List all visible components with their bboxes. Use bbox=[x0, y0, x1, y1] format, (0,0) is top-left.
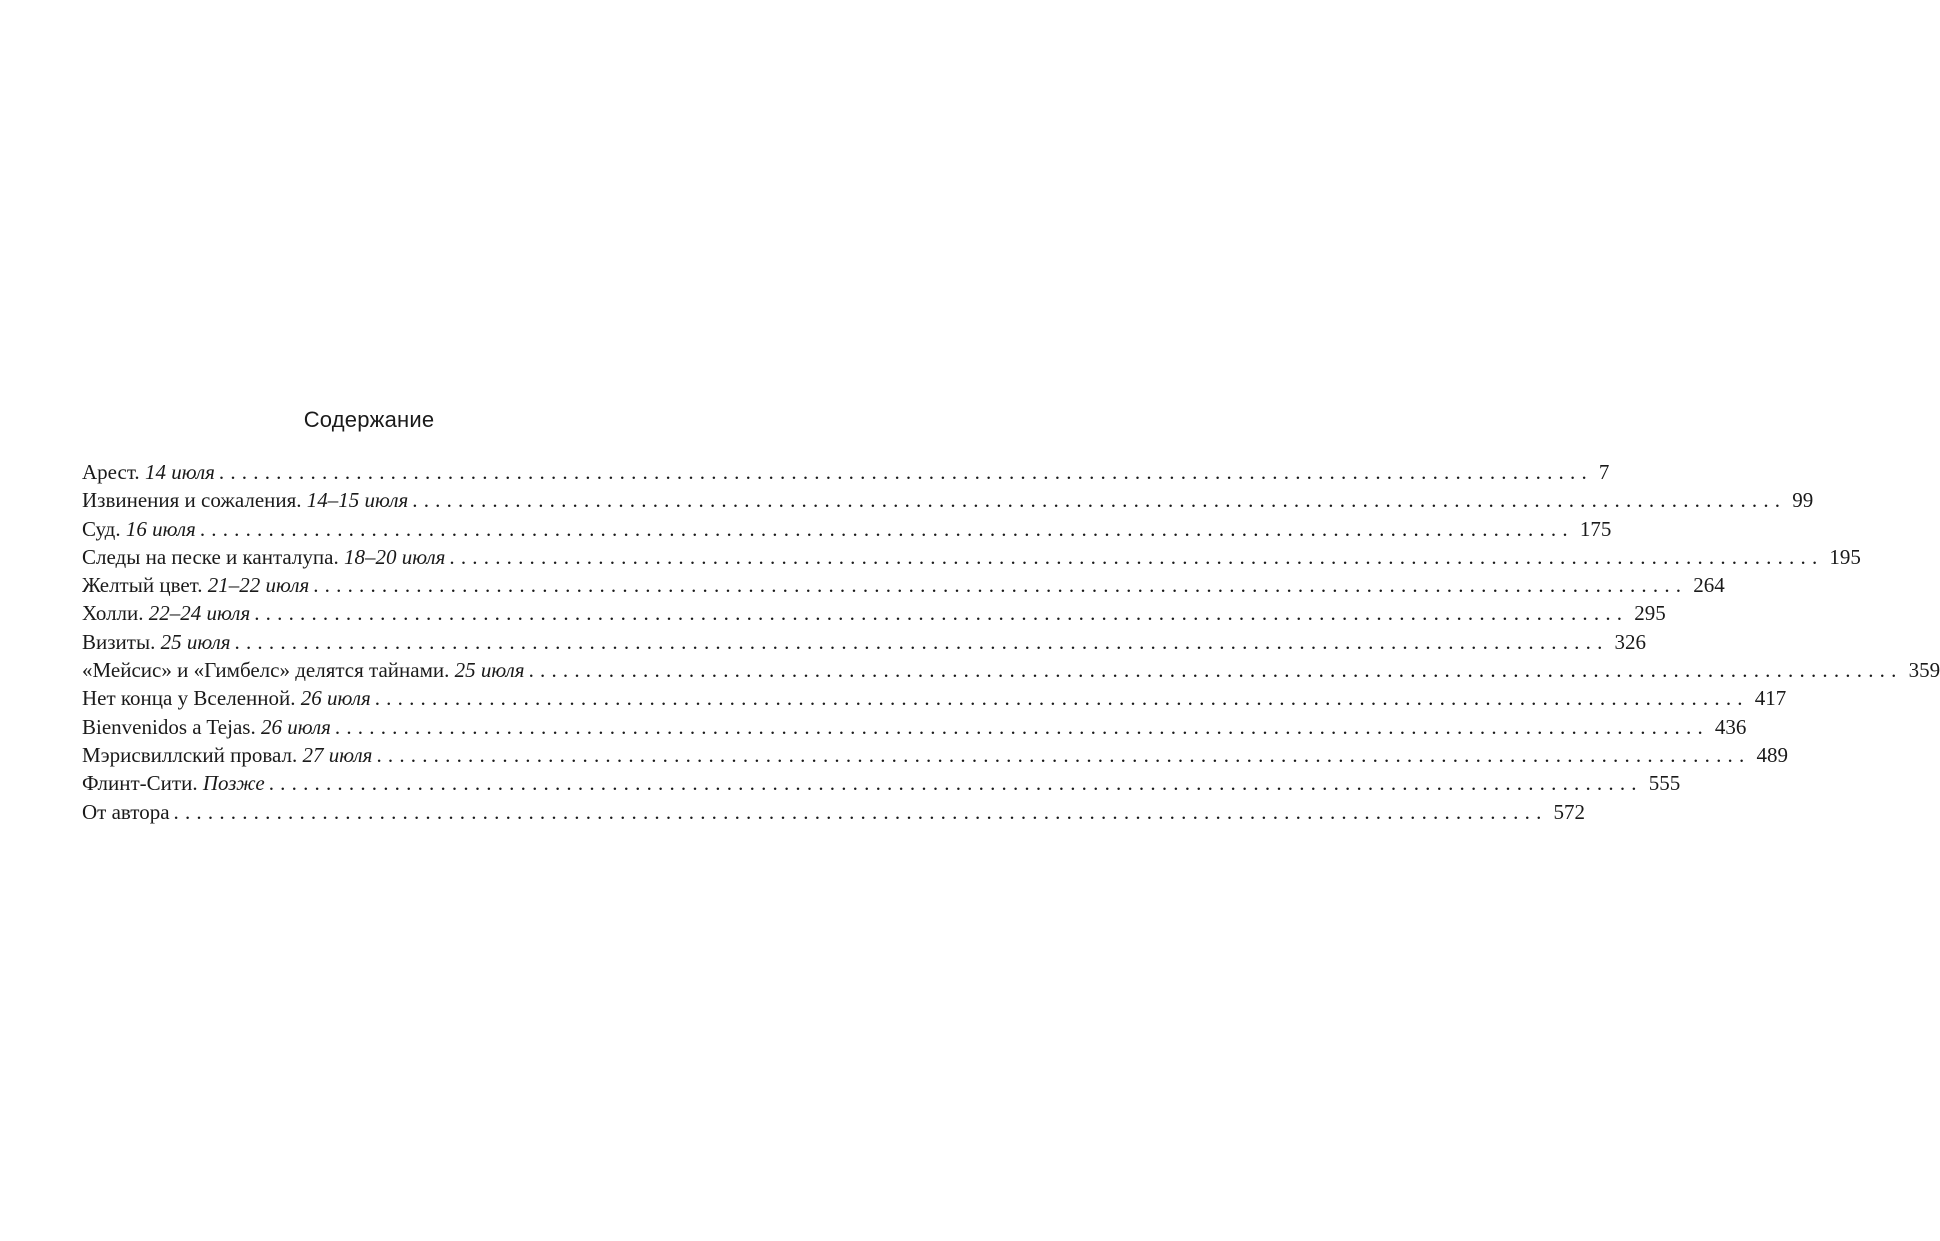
toc-entry-page: 195 bbox=[1829, 544, 1861, 569]
toc-entry-title: Визиты. bbox=[82, 629, 156, 654]
toc-entry-title: Следы на песке и канталупа. bbox=[82, 544, 339, 569]
toc-entry-date: 26 июля bbox=[260, 714, 331, 739]
toc-dot-leader: ........................................................................................................................ bbox=[218, 460, 1593, 484]
toc-entry bbox=[82, 713, 1747, 741]
toc-entry-date: 16 июля bbox=[125, 516, 196, 541]
toc-entry-title: Желтый цвет. bbox=[82, 573, 203, 598]
toc-entry-title: От автора bbox=[82, 799, 170, 824]
toc-entry-text bbox=[82, 543, 445, 571]
toc-entry-text bbox=[82, 571, 309, 599]
toc-entry-text bbox=[82, 769, 265, 797]
toc-entry-text bbox=[82, 798, 170, 826]
toc-dot-leader: ........................................................................................................................ bbox=[313, 573, 1688, 598]
toc-entry bbox=[82, 684, 1787, 712]
toc-dot-leader: ........................................................................................................................ bbox=[374, 686, 1749, 711]
toc-entry-page: 326 bbox=[1614, 629, 1647, 654]
toc-entry-title: Bienvenidos a Tejas. bbox=[82, 714, 256, 739]
toc-entry-date: 26 июля bbox=[300, 686, 371, 711]
toc-dot-leader: ........................................................................................................................ bbox=[412, 488, 1787, 513]
toc-entry bbox=[82, 798, 1586, 826]
toc-entry-date: 14–15 июля bbox=[306, 488, 409, 513]
toc-entry-title: Арест. bbox=[82, 460, 140, 484]
toc-entry-text bbox=[82, 628, 231, 656]
toc-entry bbox=[82, 599, 1666, 627]
toc-entry-page: 175 bbox=[1579, 516, 1612, 541]
toc-entry bbox=[82, 769, 1681, 797]
toc-list bbox=[82, 458, 1940, 826]
toc-entry-date: 14 июля bbox=[144, 460, 215, 484]
toc-entry-page: 7 bbox=[1598, 460, 1610, 484]
toc-entry-title: Нет конца у Вселенной. bbox=[82, 686, 296, 711]
toc-dot-leader: ........................................................................................................................ bbox=[199, 516, 1574, 541]
toc-entry bbox=[82, 656, 1940, 684]
toc-entry bbox=[82, 543, 1861, 571]
toc-entry-text bbox=[82, 656, 525, 684]
toc-entry-date: Позже bbox=[202, 771, 265, 796]
toc-entry bbox=[82, 741, 1788, 769]
toc-entry-page: 99 bbox=[1792, 488, 1814, 513]
toc-entry-date: 25 июля bbox=[160, 629, 231, 654]
toc-entry-date: 21–22 июля bbox=[207, 573, 310, 598]
toc-entry-date: 22–24 июля bbox=[148, 601, 251, 626]
toc-entry-page: 417 bbox=[1754, 686, 1787, 711]
toc-entry-page: 295 bbox=[1634, 601, 1666, 626]
toc-entry-text bbox=[82, 458, 215, 486]
toc-entry-page: 264 bbox=[1693, 573, 1725, 598]
toc-entry-title: «Мейсис» и «Гимбелс» делятся тайнами. bbox=[82, 658, 450, 683]
toc-entry-title: Суд. bbox=[82, 516, 121, 541]
toc-entry-title: Холли. bbox=[82, 601, 144, 626]
toc-dot-leader: ........................................................................................................................ bbox=[234, 629, 1609, 654]
toc-entry-text bbox=[82, 713, 331, 741]
toc-entry-date: 25 июля bbox=[454, 658, 525, 683]
toc-dot-leader: ........................................................................................................................ bbox=[268, 771, 1643, 796]
toc-entry-page: 555 bbox=[1648, 771, 1681, 796]
toc-entry bbox=[82, 571, 1725, 599]
toc-dot-leader: ........................................................................................................................ bbox=[376, 742, 1751, 767]
toc-dot-leader: ........................................................................................................................ bbox=[334, 714, 1709, 739]
toc-entry-date: 18–20 июля bbox=[343, 544, 446, 569]
toc-dot-leader: ........................................................................................................................ bbox=[254, 601, 1629, 626]
toc-entry-text bbox=[82, 684, 371, 712]
toc-entry bbox=[82, 486, 1814, 514]
toc-dot-leader: ........................................................................................................................ bbox=[173, 799, 1548, 824]
toc-dot-leader: ........................................................................................................................ bbox=[449, 544, 1824, 569]
toc-dot-leader: ........................................................................................................................ bbox=[528, 658, 1903, 683]
toc-heading: Содержание bbox=[303, 407, 435, 432]
toc-entry-text bbox=[82, 486, 408, 514]
toc-entry-text bbox=[82, 515, 196, 543]
toc-entry-title: Мэрисвиллский провал. bbox=[82, 742, 298, 767]
toc-entry-date: 27 июля bbox=[302, 742, 373, 767]
toc-entry-page: 489 bbox=[1756, 742, 1788, 767]
toc-entry-page: 572 bbox=[1553, 799, 1586, 824]
toc-entry-text bbox=[82, 741, 372, 769]
toc-entry-title: Флинт-Сити. bbox=[82, 771, 198, 796]
toc-entry bbox=[82, 458, 1610, 486]
toc-entry-text bbox=[82, 599, 250, 627]
toc-entry bbox=[82, 628, 1647, 656]
toc-entry-page: 436 bbox=[1714, 714, 1747, 739]
toc-entry-page: 359 bbox=[1908, 658, 1940, 683]
toc-entry bbox=[82, 515, 1612, 543]
toc-entry-title: Извинения и сожаления. bbox=[82, 488, 302, 513]
